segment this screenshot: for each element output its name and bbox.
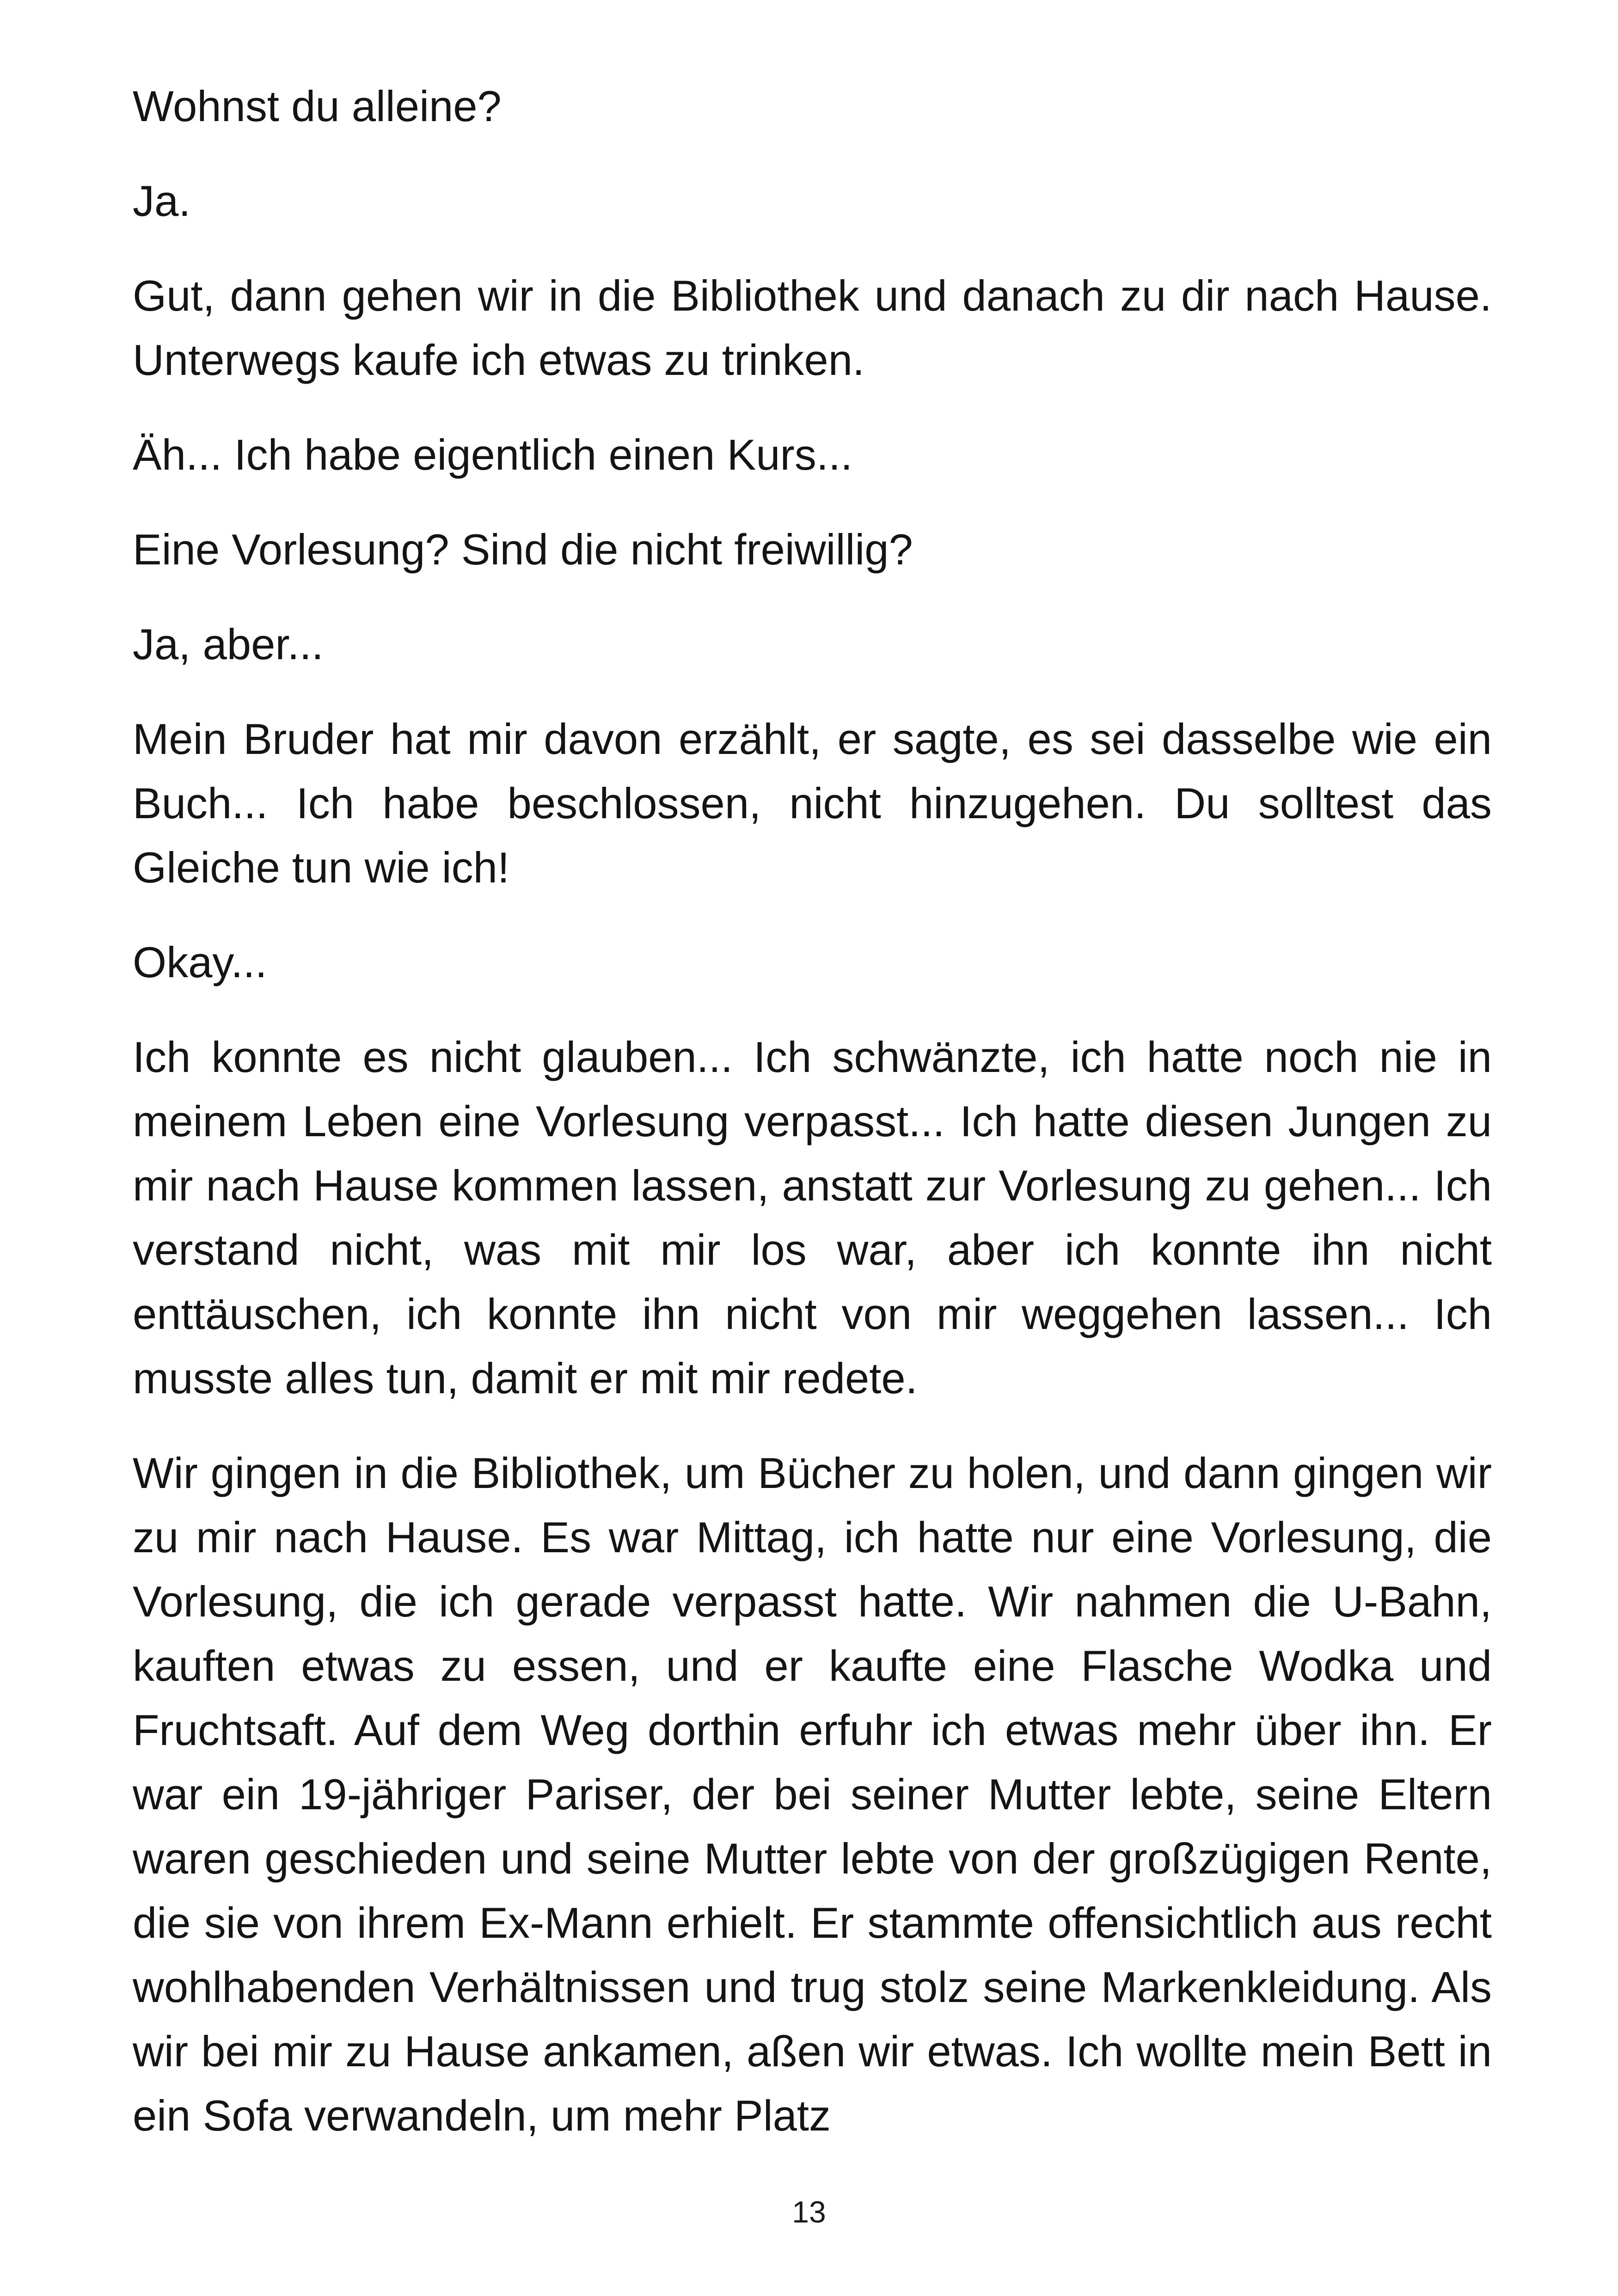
page-body xyxy=(133,74,1492,2178)
dialogue-line: Ja. xyxy=(133,177,191,225)
page-number: 13 xyxy=(792,2195,826,2229)
dialogue-line: Eine Vorlesung? Sind die nicht freiwillig? xyxy=(133,525,913,574)
dialogue-line: Okay... xyxy=(133,938,267,986)
narrative-paragraph: Ich konnte es nicht glauben... Ich schwänzte, ich hatte noch nie in meinem Leben eine Vorlesung verpasst... Ich hatte diesen Jungen zu mir nach Hause kommen lassen, anstatt zur Vorlesung zu gehen... Ich verstand nicht, was mit mir los war, aber ich konnte ihn nicht enttäuschen, ich konnte ihn nicht von mir weggehen lassen... Ich musste alles tun, damit er mit mir redete. xyxy=(133,1033,1492,1402)
dialogue-line: Wohnst du alleine? xyxy=(133,82,502,130)
dialogue-line: Äh... Ich habe eigentlich einen Kurs... xyxy=(133,430,853,479)
narrative-paragraph: Wir gingen in die Bibliothek, um Bücher zu holen, und dann gingen wir zu mir nach Hause. Es war Mittag, ich hatte nur eine Vorlesung, die Vorlesung, die ich gerade verpasst hatte. Wir nahmen die U-Bahn, kauften etwas zu essen, und er kaufte eine Flasche Wodka und Fruchtsaft. Auf dem Weg dorthin erfuhr ich etwas mehr über ihn. Er war ein 19-jähriger Pariser, der bei seiner Mutter lebte, seine Eltern waren geschieden und seine Mutter lebte von der großzügigen Rente, die sie von ihrem Ex-Mann erhielt. Er stammte offensichtlich aus recht wohlhabenden Verhältnissen und trug stolz seine Markenkleidung. Als wir bei mir zu Hause ankamen, aßen wir etwas. Ich wollte mein Bett in ein Sofa verwandeln, um mehr Platz xyxy=(133,1449,1492,2140)
dialogue-line: Gut, dann gehen wir in die Bibliothek und danach zu dir nach Hause. Unterwegs kaufe ich etwas zu trinken. xyxy=(133,271,1492,384)
dialogue-line: Mein Bruder hat mir davon erzählt, er sagte, es sei dasselbe wie ein Buch... Ich habe beschlossen, nicht hinzugehen. Du solltest das Gleiche tun wie ich! xyxy=(133,715,1492,892)
dialogue-line: Ja, aber... xyxy=(133,620,324,668)
